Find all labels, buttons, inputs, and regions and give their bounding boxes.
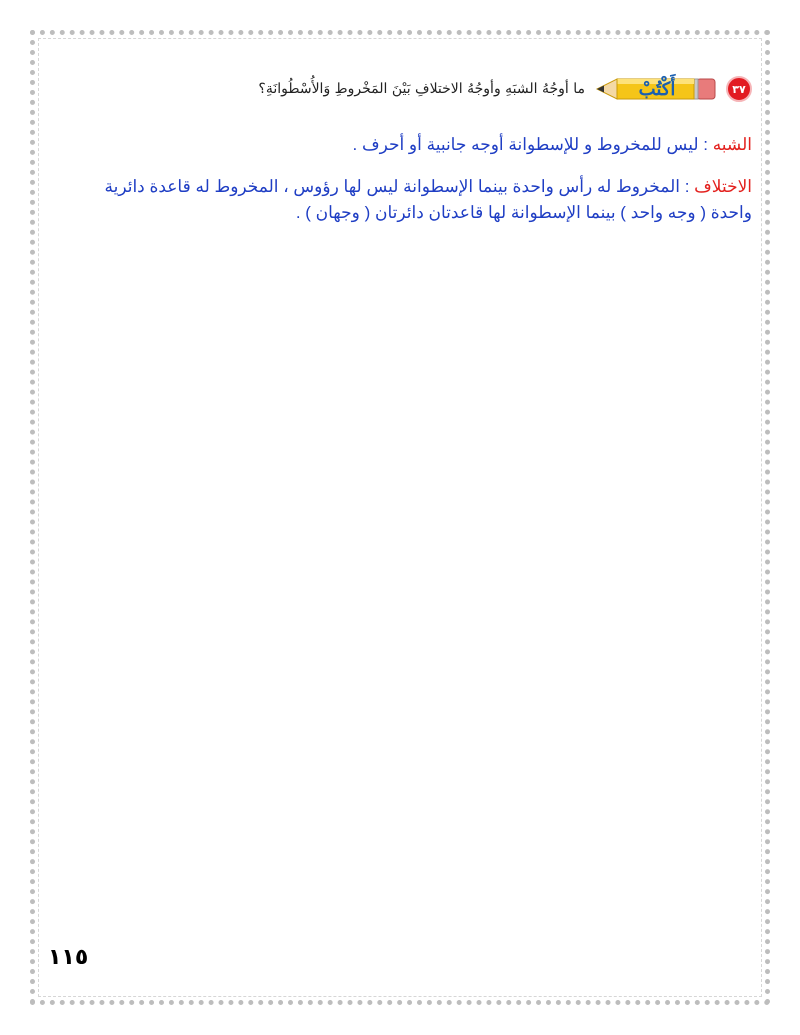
question-number-badge: ٣٧ bbox=[726, 76, 752, 102]
difference-answer bbox=[70, 174, 752, 226]
difference-label: الاختلاف bbox=[694, 177, 752, 196]
question-header bbox=[258, 74, 752, 104]
page-number: ١١٥ bbox=[48, 945, 89, 970]
question-text: ما أوجُهُ الشبَهِ وأوجُهُ الاختلافِ بَيْنَ المَخْروطِ وَالأُسْطُوانَةِ؟ bbox=[258, 81, 585, 97]
difference-text: : المخروط له رأس واحدة بينما الإسطوانة ليس لها رؤوس ، المخروط له قاعدة دائرية واحدة ( وجه واحد ) بينما الإسطوانة لها قاعدتان دائرتان ( وجهان ) . bbox=[104, 177, 752, 222]
similarity-label: الشبه bbox=[712, 135, 752, 154]
similarity-text: : ليس للمخروط و للإسطوانة أوجه جانبية أو أحرف . bbox=[352, 135, 713, 154]
similarity-answer bbox=[70, 132, 752, 158]
pencil-icon bbox=[593, 76, 718, 102]
write-label: أَكْتُبْ bbox=[638, 78, 676, 100]
